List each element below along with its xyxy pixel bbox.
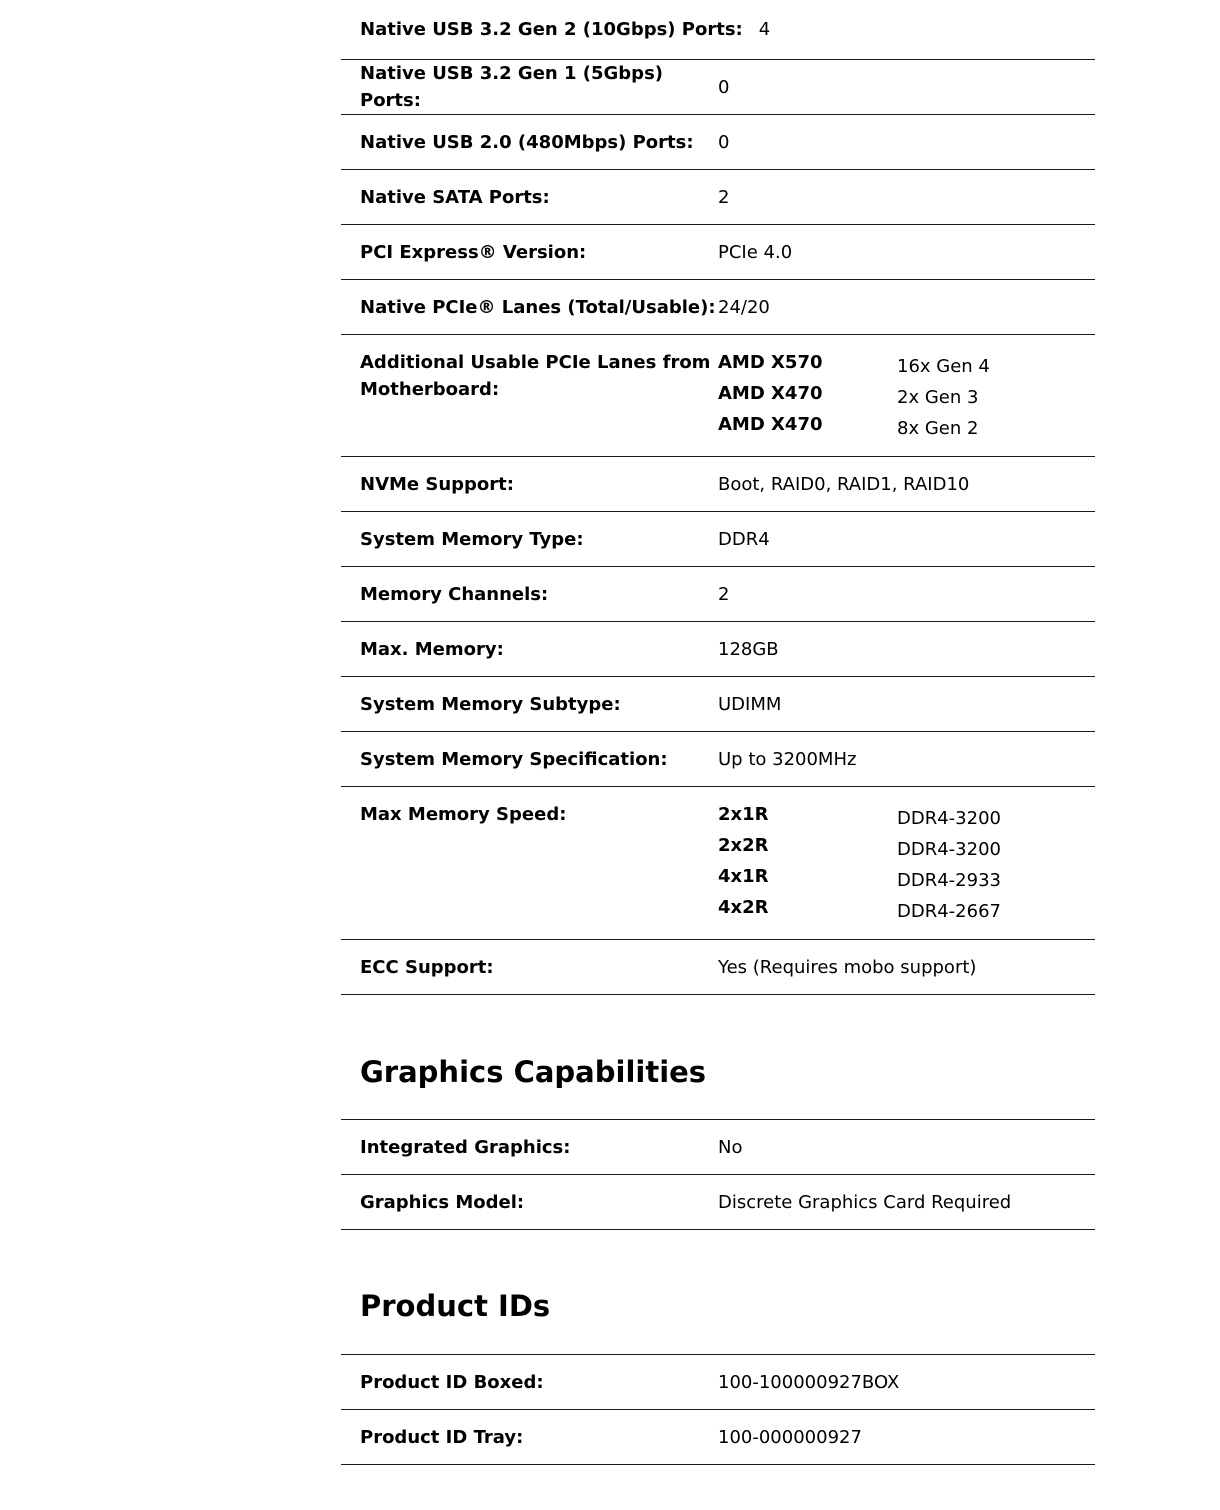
spec-subrow [718, 894, 1095, 925]
spec-sub-key: 2x2R [718, 835, 769, 856]
spec-subrow [718, 801, 1095, 832]
spec-sub-table [718, 349, 1095, 442]
spec-value: No [718, 1136, 743, 1158]
spec-label: Native USB 3.2 Gen 2 (10Gbps) Ports: [360, 19, 743, 40]
spec-label: Memory Channels: [360, 583, 549, 605]
spec-value: Up to 3200MHz [718, 748, 857, 770]
spec-subrow [718, 380, 1095, 411]
spec-value: 128GB [718, 638, 779, 660]
spec-label: Native USB 2.0 (480Mbps) Ports: [360, 131, 694, 153]
spec-label: System Memory Subtype: [360, 693, 621, 715]
spec-row-pcie-lanes [341, 280, 1095, 335]
spec-label: Additional Usable PCIe Lanes from Motherboard: [360, 352, 711, 400]
spec-value: 100-000000927 [718, 1426, 862, 1448]
spec-sub-value: DDR4-3200 [897, 839, 1001, 860]
spec-value: Yes (Requires mobo support) [718, 956, 977, 978]
spec-subrow [718, 349, 1095, 380]
spec-page [341, 0, 1095, 1465]
spec-sub-table [718, 801, 1095, 925]
spec-row-max-memory-speed [341, 787, 1095, 940]
spec-label: System Memory Specification: [360, 748, 668, 770]
spec-row-usb-gen1 [341, 60, 1095, 115]
spec-row-sata [341, 170, 1095, 225]
spec-row-product-id-boxed [341, 1355, 1095, 1410]
spec-value: PCIe 4.0 [718, 241, 793, 263]
spec-sub-value: DDR4-3200 [897, 808, 1001, 829]
spec-row-integrated-graphics [341, 1120, 1095, 1175]
spec-label: Native PCIe® Lanes (Total/Usable): [360, 296, 716, 318]
spec-value: Boot, RAID0, RAID1, RAID10 [718, 473, 970, 495]
spec-value: 0 [718, 131, 730, 153]
spec-sub-value: 16x Gen 4 [897, 356, 990, 377]
spec-value: 100-100000927BOX [718, 1371, 900, 1393]
spec-sub-value: 2x Gen 3 [897, 387, 979, 408]
spec-sub-key: 2x1R [718, 804, 769, 825]
spec-value: UDIMM [718, 693, 782, 715]
spec-sub-key: AMD X570 [718, 352, 823, 373]
spec-subrow [718, 863, 1095, 894]
spec-row-memory-subtype [341, 677, 1095, 732]
spec-sub-value: DDR4-2667 [897, 901, 1001, 922]
spec-sub-key: AMD X470 [718, 383, 823, 404]
spec-row-product-id-tray [341, 1410, 1095, 1465]
section-title-graphics: Graphics Capabilities [360, 1055, 707, 1089]
spec-label: Max Memory Speed: [360, 804, 567, 825]
spec-row-nvme [341, 457, 1095, 512]
spec-row-graphics-model [341, 1175, 1095, 1230]
spec-label: System Memory Type: [360, 528, 584, 550]
spec-label: Graphics Model: [360, 1191, 525, 1213]
section-title-product-ids: Product IDs [360, 1289, 551, 1323]
spec-table-connectivity-memory [341, 0, 1095, 995]
spec-value: 2 [718, 583, 730, 605]
graphics-section [341, 1054, 1095, 1230]
spec-row-ecc-support [341, 940, 1095, 995]
spec-value: Discrete Graphics Card Required [718, 1191, 1012, 1213]
spec-label: Integrated Graphics: [360, 1136, 571, 1158]
spec-row-pcie-version [341, 225, 1095, 280]
spec-value: DDR4 [718, 528, 770, 550]
spec-row-memory-type [341, 512, 1095, 567]
spec-row-usb2 [341, 115, 1095, 170]
product-ids-section [341, 1288, 1095, 1465]
spec-row-max-memory [341, 622, 1095, 677]
spec-label: Native SATA Ports: [360, 186, 550, 208]
spec-sub-key: 4x2R [718, 897, 769, 918]
spec-sub-key: AMD X470 [718, 414, 823, 435]
spec-value: 24/20 [718, 296, 770, 318]
spec-sub-value: 8x Gen 2 [897, 418, 979, 439]
spec-row-additional-pcie-lanes [341, 335, 1095, 457]
spec-label: ECC Support: [360, 956, 494, 978]
spec-subrow [718, 832, 1095, 863]
spec-row-memory-specification [341, 732, 1095, 787]
spec-label: Max. Memory: [360, 638, 504, 660]
spec-value: 4 [758, 19, 771, 40]
spec-row-usb-gen2 [341, 0, 1095, 60]
spec-sub-key: 4x1R [718, 866, 769, 887]
spec-label: PCI Express® Version: [360, 241, 587, 263]
spec-label: Product ID Tray: [360, 1426, 524, 1448]
spec-row-memory-channels [341, 567, 1095, 622]
spec-sub-value: DDR4-2933 [897, 870, 1001, 891]
spec-subrow [718, 411, 1095, 442]
spec-label: NVMe Support: [360, 473, 514, 495]
spec-label: Product ID Boxed: [360, 1371, 544, 1393]
spec-value: 2 [718, 186, 730, 208]
spec-label: Native USB 3.2 Gen 1 (5Gbps) Ports: [360, 63, 664, 111]
spec-value: 0 [718, 76, 730, 98]
